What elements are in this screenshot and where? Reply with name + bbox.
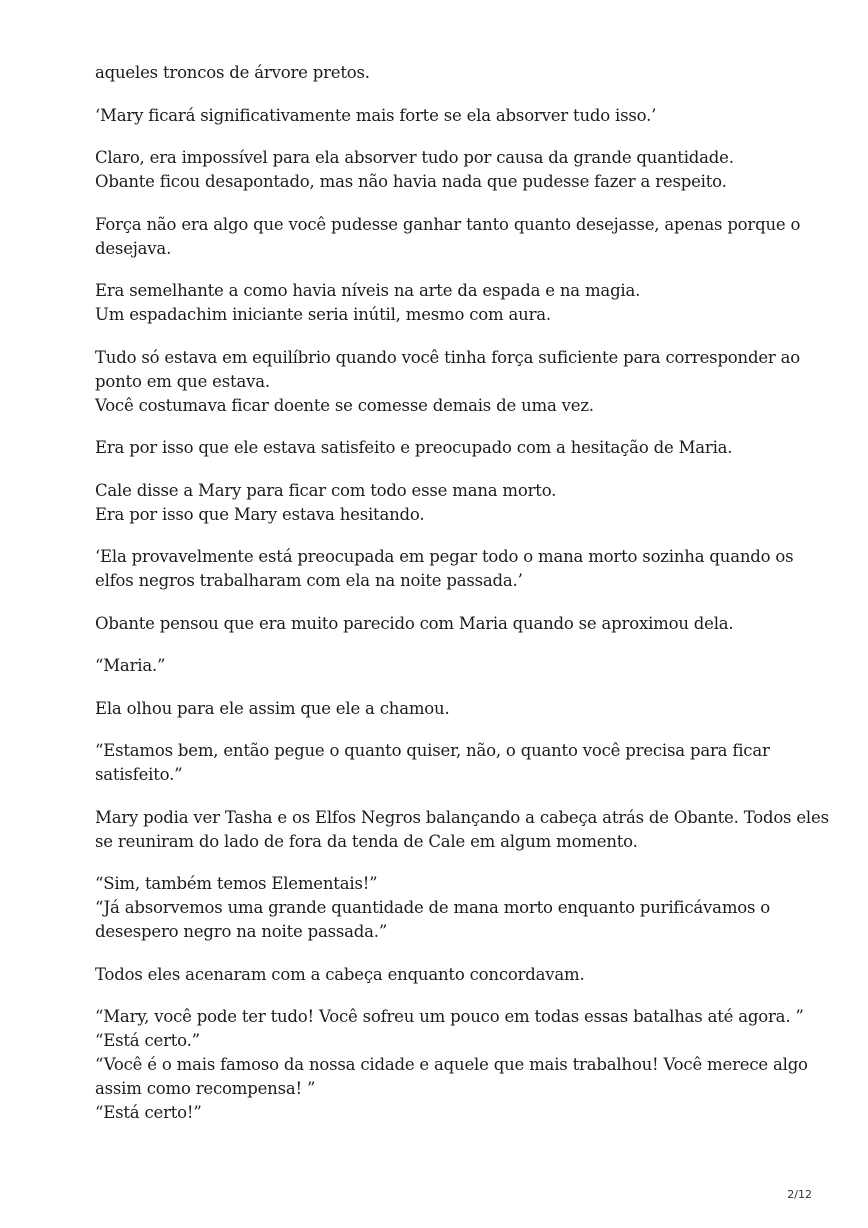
text-line: ‘Mary ficará significativamente mais forte se ela absorver tudo isso.’ [95,105,657,125]
text-line: “Estamos bem, então pegue o quanto quiser, não, o quanto você precisa para ficar [95,741,770,760]
text-line: Um espadachim iniciante seria inútil, mesmo com aura. [95,305,551,324]
text-line: “Está certo!” [95,1103,202,1122]
paragraph [95,963,795,987]
text-line: ‘Ela provavelmente está preocupada em pegar todo o mana morto sozinha quando os [95,547,794,566]
paragraph [95,104,795,128]
text-line: “Já absorvemos uma grande quantidade de mana morto enquanto purificávamos o [95,898,771,917]
text-line: “Está certo.” [95,1031,200,1050]
paragraph [95,436,795,460]
text-line: Todos eles acenaram com a cabeça enquanto concordavam. [95,964,585,984]
text-line: “Mary, você pode ter tudo! Você sofreu um pouco em todas essas batalhas até agora. ” [95,1007,804,1026]
paragraph [95,61,795,85]
paragraph [95,654,795,678]
paragraph [95,872,795,944]
text-line: satisfeito.” [95,765,183,784]
text-line: ponto em que estava. [95,371,270,391]
document-body [95,61,829,1144]
text-line: “Maria.” [95,656,166,675]
paragraph [95,1005,808,1125]
text-line: Tudo só estava em equilíbrio quando você tinha força suficiente para corresponder ao [95,347,800,367]
text-line: Era por isso que Mary estava hesitando. [95,504,425,524]
paragraph [95,612,795,636]
paragraph [95,279,795,327]
paragraph [95,739,795,787]
text-line: Mary podia ver Tasha e os Elfos Negros balançando a cabeça atrás de Obante. Todos eles [95,807,829,827]
text-line: Cale disse a Mary para ficar com todo esse mana morto. [95,480,557,500]
text-line: Obante ficou desapontado, mas não havia nada que pudesse fazer a respeito. [95,172,727,191]
text-line: desespero negro na noite passada.” [95,922,388,941]
text-line: Obante pensou que era muito parecido com Maria quando se aproximou dela. [95,613,734,633]
text-line: “Você é o mais famoso da nossa cidade e aquele que mais trabalhou! Você merece algo [95,1055,808,1074]
paragraph [95,479,795,527]
text-line: “Sim, também temos Elementais!” [95,874,378,893]
text-line: Ela olhou para ele assim que ele a chamou. [95,698,450,718]
paragraph [95,146,795,194]
page-number: 2/12 [787,1188,812,1201]
paragraph [95,697,795,721]
text-line: Força não era algo que você pudesse ganhar tanto quanto desejasse, apenas porque o [95,214,801,234]
paragraph [95,545,795,593]
text-line: Era semelhante a como havia níveis na arte da espada e na magia. [95,281,641,300]
paragraph [95,806,829,854]
text-line: Você costumava ficar doente se comesse demais de uma vez. [95,395,594,415]
text-line: aqueles troncos de árvore pretos. [95,63,370,82]
text-line: desejava. [95,238,172,258]
text-line: Claro, era impossível para ela absorver tudo por causa da grande quantidade. [95,148,734,167]
text-line: elfos negros trabalharam com ela na noite passada.’ [95,571,523,590]
paragraph [95,213,801,261]
text-line: Era por isso que ele estava satisfeito e preocupado com a hesitação de Maria. [95,438,733,457]
text-line: assim como recompensa! ” [95,1079,316,1098]
paragraph [95,346,800,418]
text-line: se reuniram do lado de fora da tenda de Cale em algum momento. [95,831,638,851]
